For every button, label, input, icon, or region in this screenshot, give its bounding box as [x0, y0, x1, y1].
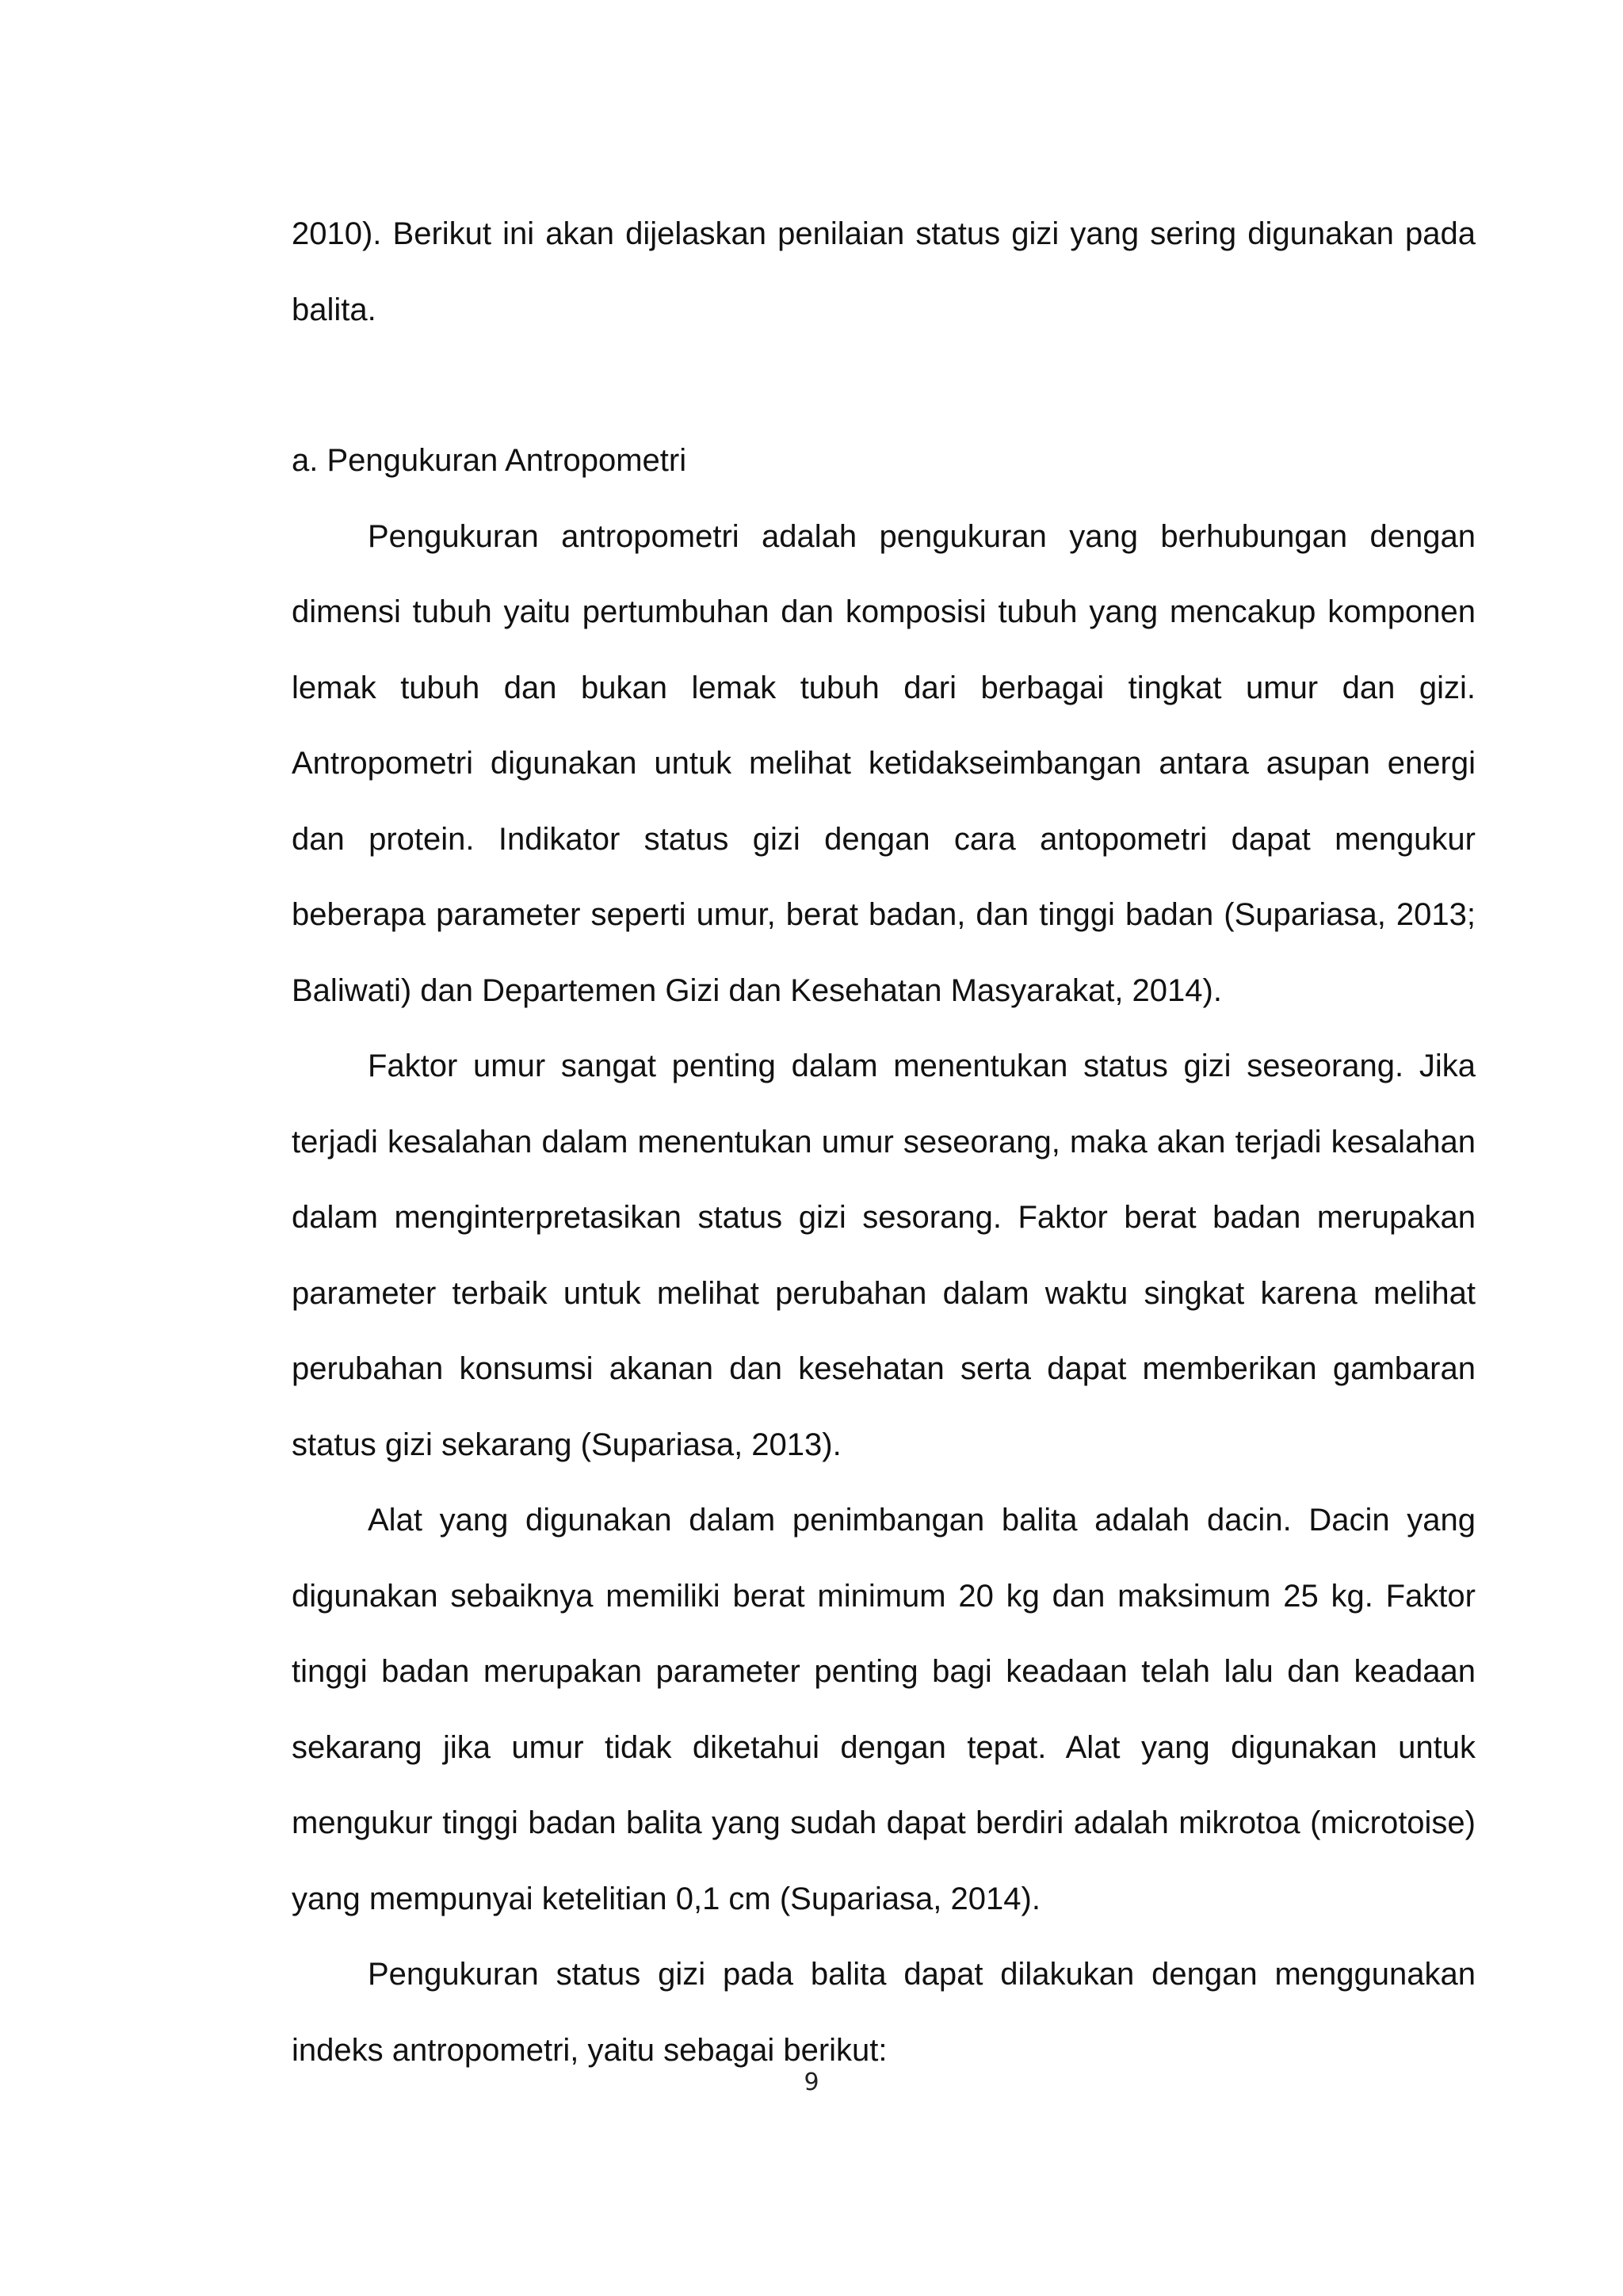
intro-paragraph: 2010). Berikut ini akan dijelaskan penilaian status gizi yang sering digunakan pada balita.: [292, 216, 1476, 327]
page-number: 9: [804, 2069, 819, 2096]
section-heading: a. Pengukuran Antropometri: [292, 443, 687, 478]
paragraph-indeks-antropometri: Pengukuran status gizi pada balita dapat dilakukan dengan menggunakan indeks antropometri, yaitu sebagai berikut:: [292, 1957, 1476, 2068]
paragraph-alat-penimbangan: Alat yang digunakan dalam penimbangan balita adalah dacin. Dacin yang digunakan sebaiknya memiliki berat minimum 20 kg dan maksimum 25 kg. Faktor tinggi badan merupakan parameter penting bagi keadaan telah lalu dan keadaan sekarang jika umur tidak diketahui dengan tepat. Alat yang digunakan untuk mengukur tinggi badan balita yang sudah dapat berdiri adalah mikrotoa (microtoise) yang mempunyai ketelitian 0,1 cm (Supariasa, 2014).: [292, 1503, 1476, 1916]
document-body: [292, 197, 1476, 2088]
paragraph-antropometri: Pengukuran antropometri adalah pengukuran yang berhubungan dengan dimensi tubuh yaitu pertumbuhan dan komposisi tubuh yang mencakup komponen lemak tubuh dan bukan lemak tubuh dari berbagai tingkat umur dan gizi. Antropometri digunakan untuk melihat ketidakseimbangan antara asupan energi dan protein. Indikator status gizi dengan cara antopometri dapat mengukur beberapa parameter seperti umur, berat badan, dan tinggi badan (Supariasa, 2013; Baliwati) dan Departemen Gizi dan Kesehatan Masyarakat, 2014).: [292, 518, 1476, 1008]
paragraph-faktor-umur: Faktor umur sangat penting dalam menentukan status gizi seseorang. Jika terjadi kesalahan dalam menentukan umur seseorang, maka akan terjadi kesalahan dalam menginterpretasikan status gizi sesorang. Faktor berat badan merupakan parameter terbaik untuk melihat perubahan dalam waktu singkat karena melihat perubahan konsumsi akanan dan kesehatan serta dapat memberikan gambaran status gizi sekarang (Supariasa, 2013).: [292, 1049, 1476, 1462]
